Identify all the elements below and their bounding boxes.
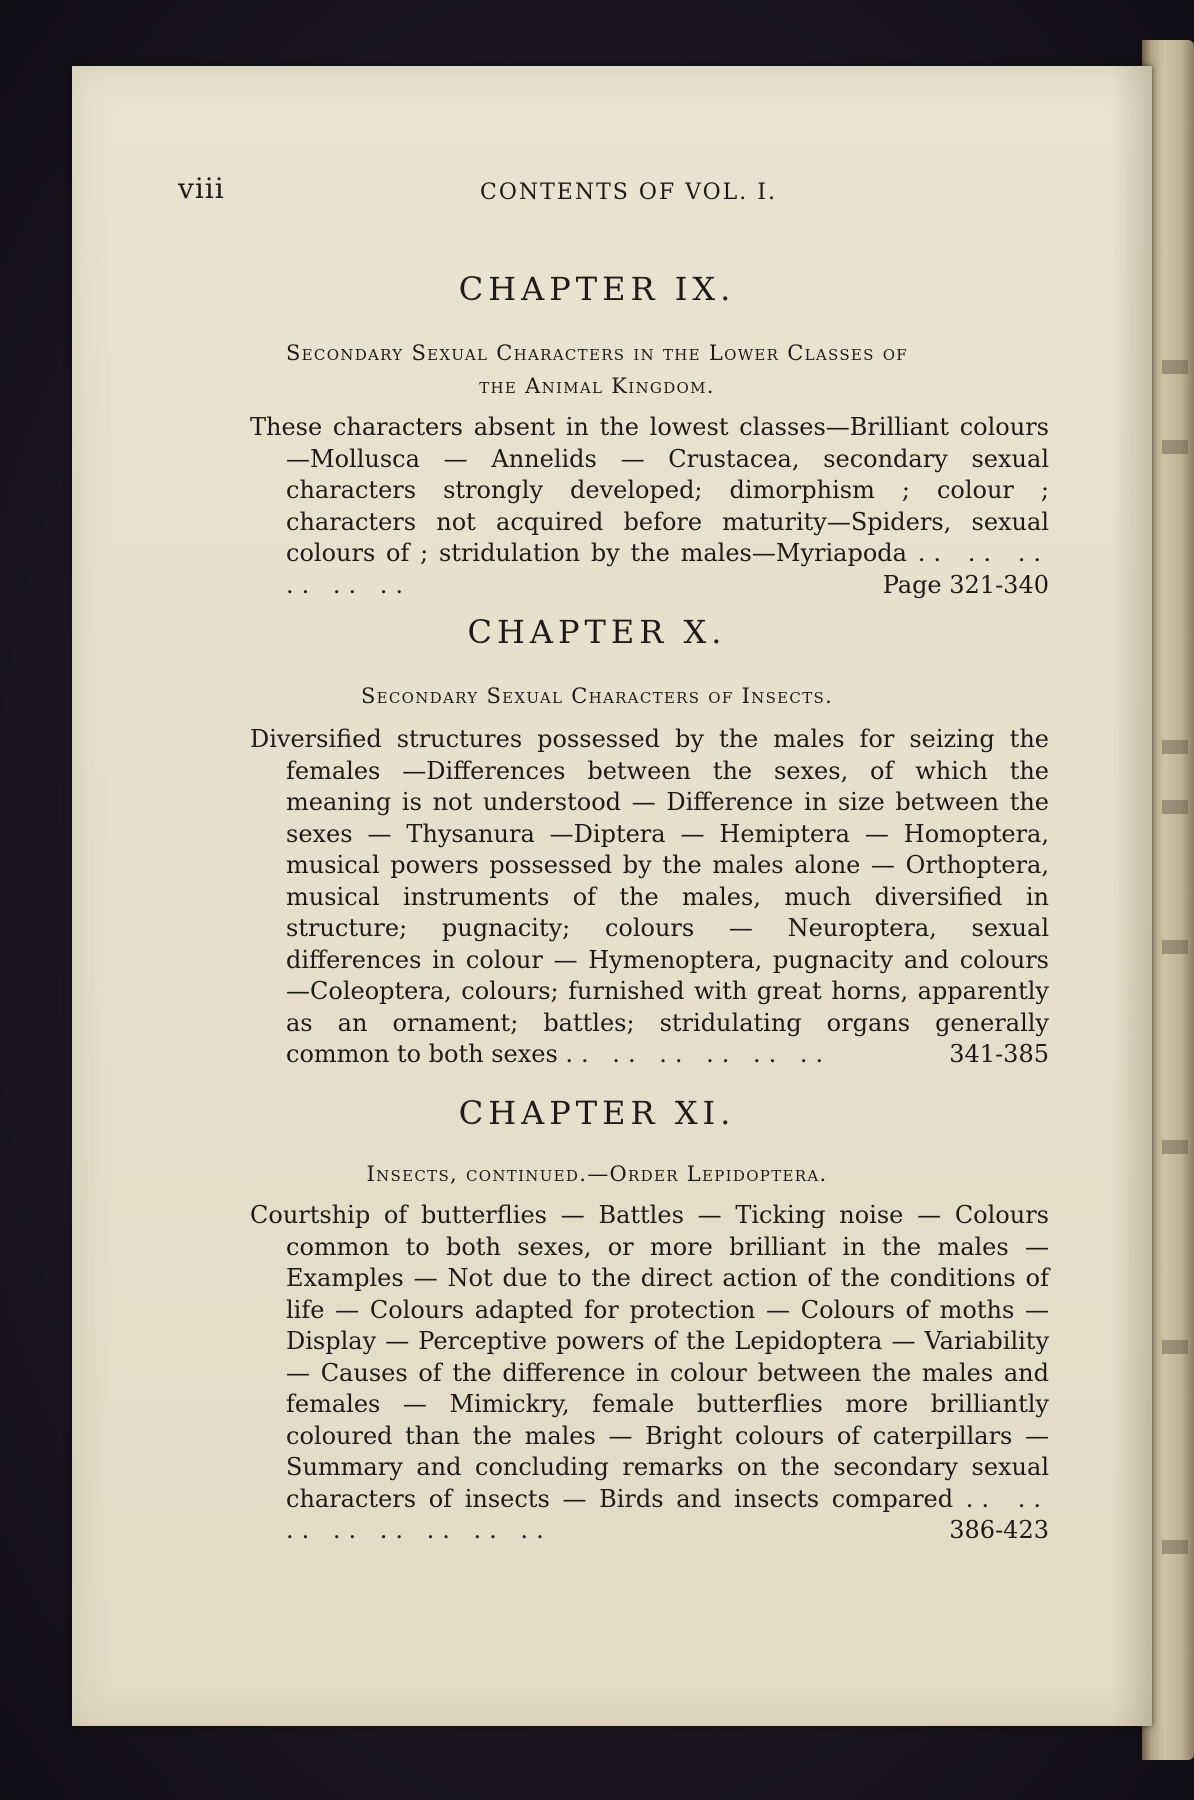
page-number: viii (178, 172, 225, 205)
chapter-heading: CHAPTER IX. (458, 270, 736, 308)
page-range: 386-423 (949, 1516, 1049, 1544)
dot-leader: .. .. .. .. .. .. (565, 1040, 832, 1068)
summary-text: Courtship of butterflies — Battles — Ticking noise — Colours common to both sexes, or more brilliant in the males — Examples — Not due to the direct action of the conditions of life — Colours adapted for protection — Colours of moths — Display — Perceptive powers of the Lepidoptera — Variability — Causes of the difference in colour between the males and females — Mimickry, female butterflies more brilliantly coloured than the males — Bright colours of caterpillars — Summary and concluding remarks on the secondary sexual characters of insects — Birds and insects compared (250, 1201, 1049, 1513)
chapter-subtitle (0, 1158, 1194, 1191)
chapter-summary (250, 412, 1049, 601)
chapter-subtitle-line: Secondary Sexual Characters of Insects. (360, 684, 834, 708)
summary-text: Diversified structures possessed by the males for seizing the females —Differences between the sexes, of which the meaning is not understood — Difference in size between the sexes — Thysanura —Diptera — Hemiptera — Homoptera, musical powers possessed by the males alone — Orthoptera, musical instruments of the males, much diversified in structure; pugnacity; colours — Neuroptera, sexual differences in colour — Hymenoptera, pugnacity and colours—Coleoptera, colours; furnished with great horns, apparently as an ornament; battles; stridulating organs generally common to both sexes (250, 725, 1049, 1068)
chapter-subtitle-line: Secondary Sexual Characters in the Lower Classes of (285, 341, 909, 365)
chapter-heading: CHAPTER X. (467, 613, 727, 651)
chapter-subtitle-line: the Animal Kingdom. (479, 374, 715, 398)
chapter-subtitle (0, 680, 1194, 713)
dot-leader: .. .. .. .. .. .. .. .. (286, 1484, 1049, 1544)
running-header: CONTENTS OF VOL. I. (480, 180, 777, 205)
chapter-summary (250, 1200, 1049, 1547)
chapter-summary (250, 724, 1049, 1071)
page-range: 341-385 (949, 1040, 1049, 1068)
chapter-heading: CHAPTER XI. (458, 1094, 736, 1132)
page-range: Page 321-340 (882, 570, 1049, 599)
chapter-subtitle-line: Insects, continued.—Order Lepidoptera. (366, 1162, 828, 1186)
chapter-subtitle (0, 337, 1194, 403)
summary-text: These characters absent in the lowest classes—Brilliant colours—Mollusca — Annelids — Crustacea, secondary sexual characters strongly developed; dimorphism ; colour ; characters not acquired before maturity—Spiders, sexual colours of ; stridulation by the males—Myriapoda (250, 413, 1049, 567)
page-gutter-shadow (1112, 66, 1152, 1726)
dot-leader: .. .. .. .. .. .. (286, 539, 1049, 599)
